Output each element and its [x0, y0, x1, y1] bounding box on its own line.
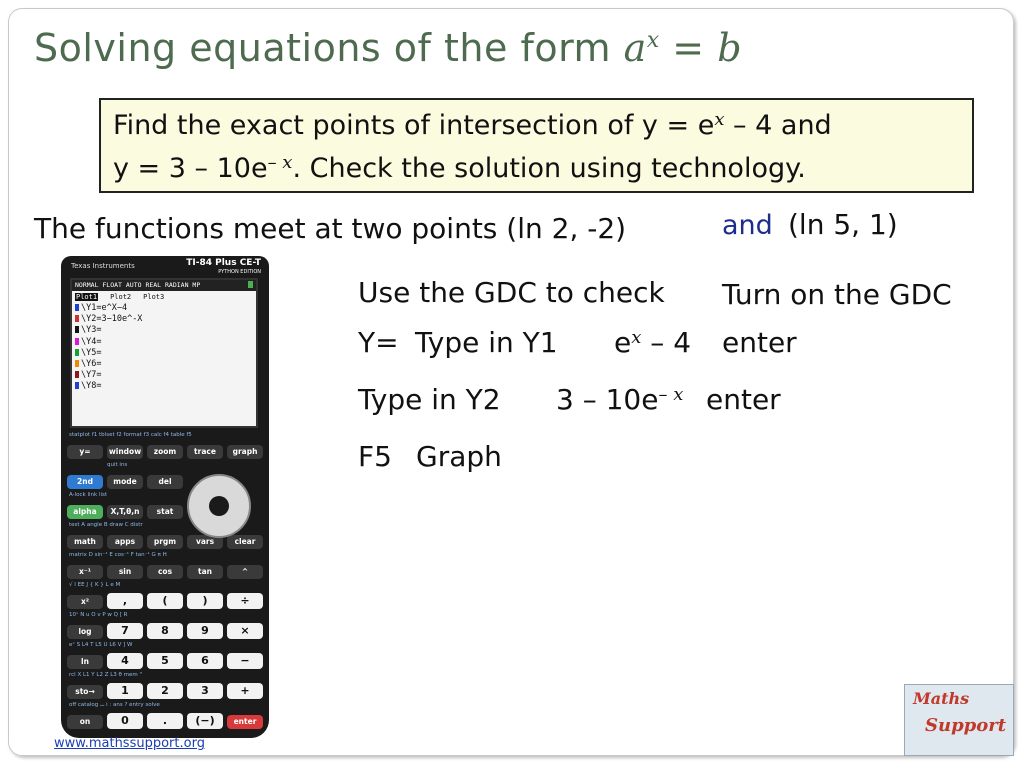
key-enter: enter [227, 715, 263, 729]
key-4: 4 [107, 653, 143, 669]
key-alpha: alpha [67, 505, 103, 519]
key-multiply: × [227, 623, 263, 639]
key-row-10 [67, 701, 263, 731]
y-editor-row [72, 359, 256, 370]
y-editor-row [72, 381, 256, 392]
key-on: on [67, 715, 103, 729]
y-editor-row [72, 370, 256, 381]
key-0: 0 [107, 713, 143, 729]
color-marker-icon [75, 315, 79, 322]
footer-website-link[interactable]: www.mathssupport.org [54, 736, 205, 751]
y-row-label: \Y3= [81, 325, 102, 336]
key-row-1-labels: statplot f1 tblset f2 format f3 calc f4 table f5 [69, 432, 192, 438]
y-editor-list [72, 303, 256, 393]
logo-line-2: Support [925, 715, 1007, 736]
y-row-expression: e^X−4 [101, 303, 128, 313]
calculator-brand: Texas Instruments [71, 262, 135, 270]
key-3: 3 [187, 683, 223, 699]
key-2nd: 2nd [67, 475, 103, 489]
y-row-label: \Y4= [81, 336, 102, 347]
answer-point-2: (ln 5, 1) [788, 208, 898, 241]
key-row-9-labels: rcl X L1 Y L2 Z L3 θ mem " [69, 672, 143, 678]
key-store: sto→ [67, 685, 103, 699]
key-apps: apps [107, 535, 143, 549]
key-row-7-labels: 10ˣ N u O v P w Q [ R [69, 612, 128, 618]
key-9: 9 [187, 623, 223, 639]
key-row-8 [67, 641, 263, 671]
step-turn-on: Turn on the GDC [722, 278, 952, 311]
key-stat: stat [147, 505, 183, 519]
key-zoom: zoom [147, 445, 183, 459]
key-row-5 [67, 551, 263, 581]
calculator-image [61, 256, 269, 738]
key-square: x² [67, 595, 103, 609]
calculator-keypad [67, 431, 263, 731]
key-trace: trace [187, 445, 223, 459]
y-row-label: \Y6= [81, 358, 102, 369]
key-power: ^ [227, 565, 263, 579]
plot2-label: Plot2 [110, 293, 132, 301]
key-window: window [107, 445, 143, 459]
key-log: log [67, 625, 103, 639]
key-decimal: . [147, 713, 183, 729]
key-negative: (−) [187, 713, 223, 729]
key-tan: tan [187, 565, 223, 579]
step-enter-1: enter [722, 326, 797, 359]
key-minus: − [227, 653, 263, 669]
key-close-paren: ) [187, 593, 223, 609]
step-y-equals: Y= [358, 326, 399, 359]
key-8: 8 [147, 623, 183, 639]
key-comma: , [107, 593, 143, 609]
slide-title: Solving equations of the form $a^x = b$ [34, 26, 743, 70]
key-graph: graph [227, 445, 263, 459]
key-row-10-labels: off catalog ⌴ i : ans ? entry solve [69, 702, 160, 708]
y-row-expression: 3−10e^-X [101, 314, 143, 325]
key-open-paren: ( [147, 593, 183, 609]
key-vars: vars [187, 535, 223, 549]
answer-text: The functions meet at two points (ln 2, -2) [34, 212, 627, 245]
y-editor-row [72, 325, 256, 336]
step-f5: F5 [358, 440, 392, 473]
key-del: del [147, 475, 183, 489]
color-marker-icon [75, 349, 79, 356]
key-cos: cos [147, 565, 183, 579]
color-marker-icon [75, 338, 79, 345]
key-row-1 [67, 431, 263, 461]
key-row-2-labels: quit ins [107, 462, 128, 468]
y-row-label: \Y7= [81, 370, 102, 381]
key-row-8-labels: eˣ S L4 T L5 U L6 V ] W [69, 642, 133, 648]
y-row-label: \Y1= [81, 303, 102, 313]
calculator-screen [70, 278, 258, 428]
question-line-1: Find the exact points of intersection of $y = e^x - 4$ and [113, 109, 832, 141]
question-box [99, 98, 974, 193]
key-y-equals: y= [67, 445, 103, 459]
color-marker-icon [75, 304, 79, 311]
plot1-label: Plot1 [76, 293, 98, 301]
key-row-6-labels: √ I EE J { K } L e M [69, 582, 121, 588]
logo-line-1: Maths [913, 689, 970, 708]
key-7: 7 [107, 623, 143, 639]
color-marker-icon [75, 360, 79, 367]
question-line-2: $y = 3 - 10e^{- x}$. Check the solution using technology. [113, 152, 806, 184]
step-type-y1: Type in Y1 [415, 326, 558, 359]
key-2: 2 [147, 683, 183, 699]
y-editor-row [72, 303, 256, 314]
y-row-label: \Y8= [81, 381, 102, 392]
step-type-y2: Type in Y2 [358, 383, 501, 416]
y-editor-row [72, 348, 256, 359]
key-6: 6 [187, 653, 223, 669]
color-marker-icon [75, 371, 79, 378]
step-enter-2: enter [706, 383, 781, 416]
step-y2-expression: $3 - 10e^{- x}$ [556, 383, 684, 416]
answer-and: and [722, 210, 773, 241]
step-y1-expression: $e^x - 4$ [614, 326, 692, 359]
key-row-9 [67, 671, 263, 701]
y-editor-row [72, 314, 256, 325]
key-mode: mode [107, 475, 143, 489]
key-row-4-labels: test A angle B draw C distr [69, 522, 143, 528]
maths-support-logo [904, 684, 1014, 756]
key-1: 1 [107, 683, 143, 699]
key-sin: sin [107, 565, 143, 579]
color-marker-icon [75, 382, 79, 389]
key-plus: + [227, 683, 263, 699]
plot3-label: Plot3 [143, 293, 165, 301]
key-math: math [67, 535, 103, 549]
key-ln: ln [67, 655, 103, 669]
calculator-model: TI-84 Plus CE-T PYTHON EDITION [186, 258, 261, 275]
battery-icon [248, 281, 253, 288]
y-row-label: \Y5= [81, 347, 102, 358]
color-marker-icon [75, 326, 79, 333]
key-clear: clear [227, 535, 263, 549]
key-divide: ÷ [227, 593, 263, 609]
key-row-3-labels: A-lock link list [69, 492, 108, 498]
step-graph: Graph [416, 440, 502, 473]
key-inverse: x⁻¹ [67, 565, 103, 579]
key-prgm: prgm [147, 535, 183, 549]
key-xttn: X,T,θ,n [107, 505, 143, 519]
arrow-pad-icon [187, 474, 251, 538]
key-5: 5 [147, 653, 183, 669]
step-use-gdc: Use the GDC to check [358, 276, 665, 309]
y-editor-row [72, 337, 256, 348]
y-row-label: \Y2= [81, 314, 102, 325]
plot-row [72, 291, 256, 303]
key-row-6 [67, 581, 263, 611]
key-row-5-labels: matrix D sin⁻¹ E cos⁻¹ F tan⁻¹ G π H [69, 552, 167, 558]
calculator-status-bar: NORMAL FLOAT AUTO REAL RADIAN MP [72, 280, 256, 291]
key-row-7 [67, 611, 263, 641]
